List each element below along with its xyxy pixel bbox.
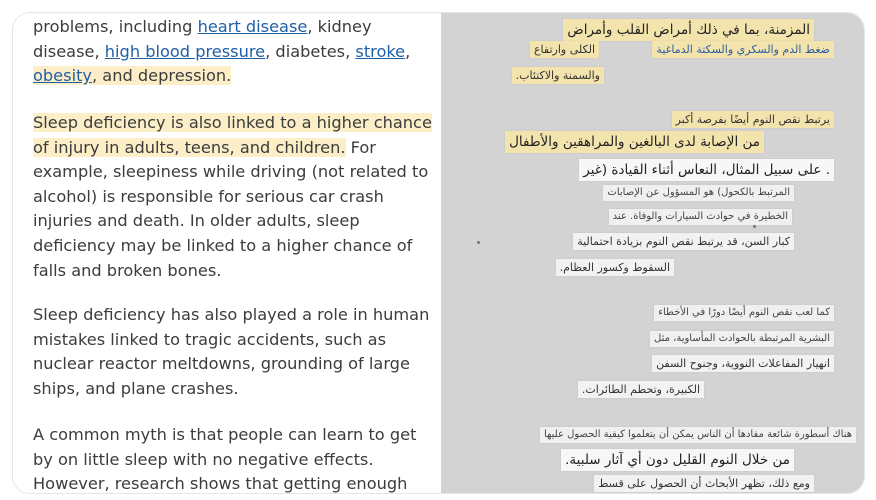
link-high-blood-pressure[interactable]: high blood pressure <box>104 41 266 61</box>
arabic-line: ضغط الدم والسكري والسكتة الدماغية <box>652 41 834 58</box>
arabic-line: البشرية المرتبطة بالحوادث المأساوية، مثل <box>650 331 834 347</box>
p1-text: , diabetes, <box>265 41 356 61</box>
arabic-line: من خلال النوم القليل دون أي آثار سلبية. <box>561 449 794 471</box>
link-stroke[interactable]: stroke <box>355 41 406 61</box>
arabic-line: الكبيرة، وتحطم الطائرات. <box>578 381 704 398</box>
english-paragraph-3: Sleep deficiency has also played a role in human mistakes linked to tragic accidents, such as nuclear reactor meltdowns, grounding of large ships, and plane crashes. <box>33 305 430 398</box>
comparison-frame <box>12 12 865 494</box>
arabic-line: المزمنة، بما في ذلك أمراض القلب وأمراض <box>563 19 814 41</box>
arabic-line: ومع ذلك، تظهر الأبحاث أن الحصول على قسط <box>594 475 814 492</box>
arabic-line: السقوط وكسور العظام. <box>556 259 674 276</box>
link-heart-disease[interactable]: heart disease <box>197 17 308 36</box>
arabic-line: المرتبط بالكحول) هو المسؤول عن الإصابات <box>603 185 794 201</box>
p1-text: , and depression. <box>92 66 232 86</box>
english-page <box>13 13 441 493</box>
arabic-line: كبار السن، قد يرتبط نقص النوم بزيادة احتمالية <box>573 233 794 250</box>
english-paragraph-2 <box>33 111 433 283</box>
link-obesity[interactable]: obesity <box>33 66 92 86</box>
scan-speck <box>477 241 480 244</box>
arabic-line: يرتبط نقص النوم أيضًا بفرصة أكبر <box>672 111 834 128</box>
p1-text: , <box>405 41 411 61</box>
arabic-line: انهيار المفاعلات النووية، وجنوح السفن <box>652 355 834 372</box>
arabic-line: هناك أسطورة شائعة مفادها أن الناس يمكن أن يتعلموا كيفية الحصول عليها <box>540 427 856 443</box>
scan-speck <box>753 225 756 228</box>
arabic-line: الخطيرة في حوادث السيارات والوفاة. عند <box>609 209 792 225</box>
p1-text: problems, including <box>33 17 198 36</box>
arabic-line: . على سبيل المثال، النعاس أثناء القيادة (غير <box>579 159 834 181</box>
english-paragraph-1 <box>33 15 433 89</box>
arabic-line: من الإصابة لدى البالغين والمراهقين والأطفال <box>505 131 764 153</box>
highlighted-sentence: Sleep deficiency is also linked to a higher chance of injury in adults, teens, and children. <box>33 113 432 157</box>
arabic-line: والسمنة والاكتئاب. <box>512 67 604 84</box>
p2-rest: For example, sleepiness while driving (not related to alcohol) is responsible for serious car crash injuries and death. In older adults, sleep deficiency may be linked to a higher chance of falls and broken bones. <box>33 137 429 280</box>
arabic-line: الكلى وارتفاع <box>530 41 599 58</box>
arabic-line: كما لعب نقص النوم أيضًا دورًا في الأخطاء <box>654 305 834 321</box>
p1-text: , kidney disease, <box>33 17 372 61</box>
arabic-scanned-page <box>441 13 864 493</box>
english-paragraph-4: A common myth is that people can learn to get by on little sleep with no negative effects. However, research shows that getting enough <box>33 425 417 493</box>
